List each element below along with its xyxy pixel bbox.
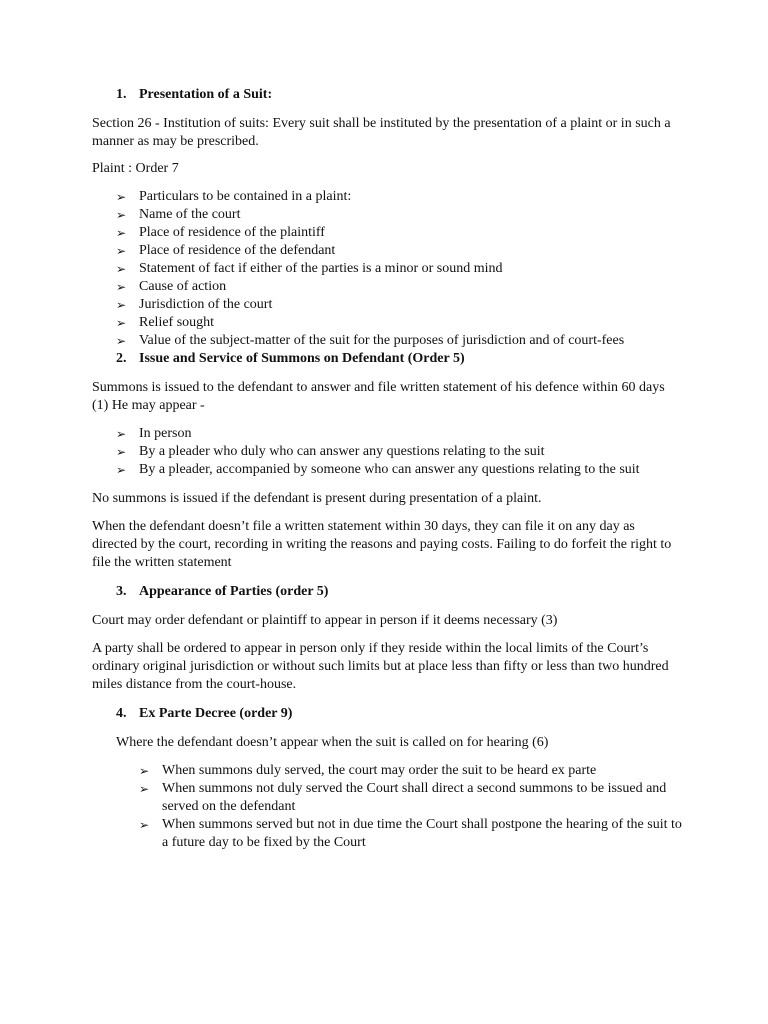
section-1-title: Presentation of a Suit: [139, 87, 273, 102]
section-2-list [92, 425, 682, 479]
section-1-number: 1. [116, 87, 127, 102]
arrow-bullet-icon: ➢ [116, 463, 127, 477]
section-3-title: Appearance of Parties (order 5) [139, 584, 329, 599]
section-1-para-2: Plaint : Order 7 [92, 161, 179, 176]
arrow-bullet-icon: ➢ [139, 818, 150, 832]
arrow-bullet-icon: ➢ [116, 427, 127, 441]
section-1-para-1: Section 26 - Institution of suits: Every suit shall be instituted by the presentation of a plaint or in such a manner as may be prescribed. [92, 116, 671, 149]
list-item: ➢ Relief sought [116, 315, 215, 330]
section-3-para-1: Court may order defendant or plaintiff to appear in person if it deems necessary (3) [92, 613, 558, 628]
section-3-number: 3. [116, 584, 127, 599]
section-2-heading [92, 350, 682, 368]
section-2-para-1: Summons is issued to the defendant to answer and file written statement of his defence within 60 days (1) He may appear - [92, 380, 665, 413]
list-item: ➢ Name of the court [116, 207, 241, 222]
list-item: ➢ When summons served but not in due time the Court shall postpone the hearing of the suit to a future day to be fixed by the Court [139, 817, 682, 850]
section-3-heading [92, 583, 682, 601]
arrow-bullet-icon: ➢ [139, 764, 150, 778]
list-item: ➢ When summons duly served, the court may order the suit to be heard ex parte [139, 763, 597, 778]
list-item: ➢ Jurisdiction of the court [116, 297, 273, 312]
list-item: ➢ Place of residence of the plaintiff [116, 225, 325, 240]
section-4-heading [92, 705, 682, 723]
arrow-bullet-icon: ➢ [116, 298, 127, 312]
list-item: ➢ Statement of fact if either of the parties is a minor or sound mind [116, 261, 503, 276]
arrow-bullet-icon: ➢ [139, 782, 150, 796]
section-2-para-3: When the defendant doesn’t file a written statement within 30 days, they can file it on any day as directed by the court, recording in writing the reasons and paying costs. Failing to do forfeit the right to file the written statement [92, 519, 672, 570]
list-item: ➢ Value of the subject-matter of the suit for the purposes of jurisdiction and of court-fees [116, 333, 625, 348]
arrow-bullet-icon: ➢ [116, 262, 127, 276]
arrow-bullet-icon: ➢ [116, 445, 127, 459]
arrow-bullet-icon: ➢ [116, 280, 127, 294]
section-4-title: Ex Parte Decree (order 9) [139, 706, 293, 721]
list-item: ➢ Particulars to be contained in a plaint: [116, 189, 352, 204]
list-item: ➢ Place of residence of the defendant [116, 243, 336, 258]
list-item: ➢ Cause of action [116, 279, 227, 294]
section-4-para-1: Where the defendant doesn’t appear when the suit is called on for hearing (6) [116, 735, 549, 750]
section-4-list [92, 762, 682, 852]
section-2-para-2: No summons is issued if the defendant is present during presentation of a plaint. [92, 491, 542, 506]
arrow-bullet-icon: ➢ [116, 190, 127, 204]
section-2-title: Issue and Service of Summons on Defendant (Order 5) [139, 351, 465, 366]
arrow-bullet-icon: ➢ [116, 208, 127, 222]
list-item: ➢ When summons not duly served the Court shall direct a second summons to be issued and served on the defendant [139, 781, 667, 814]
list-item: ➢ In person [116, 426, 192, 441]
section-4-number: 4. [116, 706, 127, 721]
list-item: ➢ By a pleader who duly who can answer any questions relating to the suit [116, 444, 545, 459]
section-1-heading [92, 86, 682, 104]
arrow-bullet-icon: ➢ [116, 334, 127, 348]
arrow-bullet-icon: ➢ [116, 226, 127, 240]
arrow-bullet-icon: ➢ [116, 244, 127, 258]
section-1-list [92, 188, 682, 350]
list-item: ➢ By a pleader, accompanied by someone who can answer any questions relating to the suit [116, 462, 640, 477]
arrow-bullet-icon: ➢ [116, 316, 127, 330]
section-3-para-2: A party shall be ordered to appear in person only if they reside within the local limits of the Court’s ordinary original jurisdiction or without such limits but at place less than fifty or less than two hundred miles distance from the court-house. [92, 641, 669, 692]
document-page [92, 86, 682, 852]
section-2-number: 2. [116, 351, 127, 366]
